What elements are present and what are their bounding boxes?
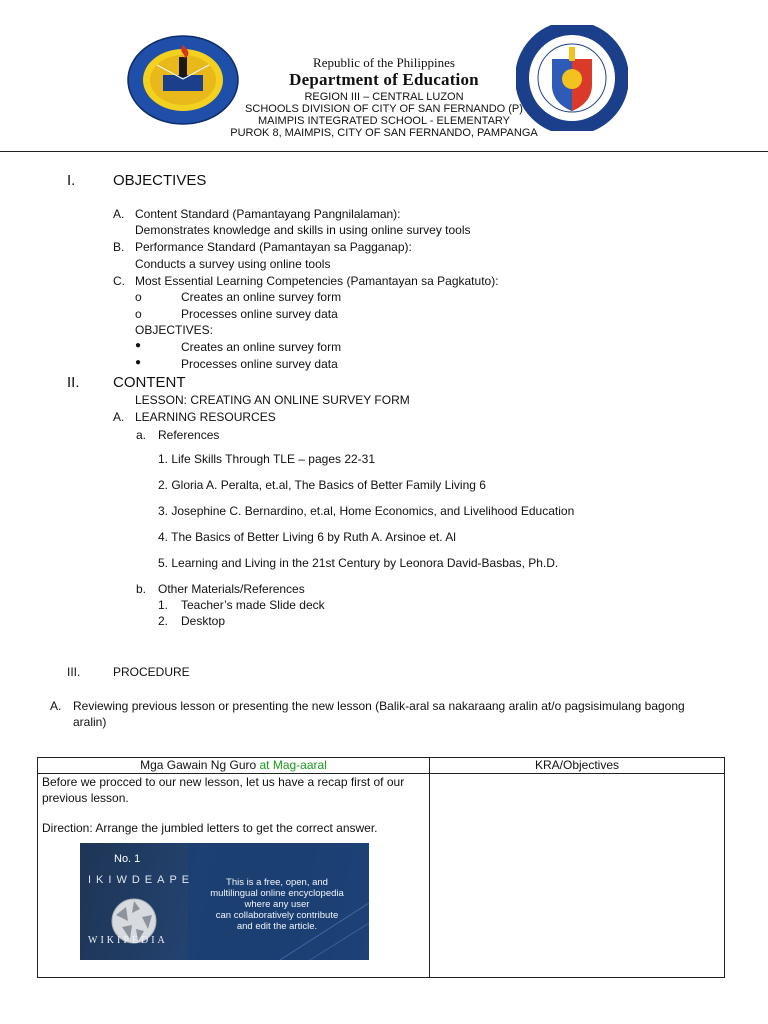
item-label-b: B. xyxy=(113,240,125,254)
school-line: MAIMPIS INTEGRATED SCHOOL - ELEMENTARY xyxy=(257,115,511,127)
wikipedia-wordmark: WIKIPEDIA xyxy=(88,935,168,946)
item-label-a: A. xyxy=(113,410,125,424)
wikipedia-slide-image xyxy=(80,843,369,960)
performance-standard-title: Performance Standard (Pamantayan sa Pagganap): xyxy=(135,240,412,254)
section-number-objectives: I. xyxy=(67,172,76,189)
list-marker: o xyxy=(135,307,142,321)
jumbled-letters: IKIWDEAPE xyxy=(88,874,195,886)
learning-resources-title: LEARNING RESOURCES xyxy=(135,410,276,424)
recap-intro-text: Before we procced to our new lesson, let us have a recap first of our previous lesson. xyxy=(42,775,405,805)
section-title-objectives: OBJECTIVES xyxy=(113,172,207,189)
division-line: SCHOOLS DIVISION OF CITY OF SAN FERNANDO (P) xyxy=(245,103,523,115)
reference-item: 2. Gloria A. Peralta, et.al, The Basics of Better Family Living 6 xyxy=(158,478,486,492)
description-line: multilingual online encyclopedia xyxy=(210,888,344,899)
section-number-procedure: III. xyxy=(67,665,81,679)
objective-item: Processes online survey data xyxy=(181,357,338,371)
procedure-a-title-line2: aralin) xyxy=(73,715,107,729)
procedure-a-title-line1: Reviewing previous lesson or presenting the new lesson (Balik-aral sa nakaraang aralin at/o pagsisimulang bagong xyxy=(73,699,685,713)
republic-line: Republic of the Philippines xyxy=(313,55,455,70)
competencies-title: Most Essential Learning Competencies (Pamantayan sa Pagkatuto): xyxy=(135,274,499,288)
list-number: 1. xyxy=(158,598,169,612)
bullet-icon: ● xyxy=(135,357,142,368)
reference-item: 1. Life Skills Through TLE – pages 22-31 xyxy=(158,452,376,466)
column-header-kra: KRA/Objectives xyxy=(430,758,725,774)
reference-item: 5. Learning and Living in the 21st Century by Leonora David-Basbas, Ph.D. xyxy=(158,556,559,570)
list-marker: o xyxy=(135,290,142,304)
lesson-title: LESSON: CREATING AN ONLINE SURVEY FORM xyxy=(135,393,410,407)
description-line: can collaboratively contribute xyxy=(215,910,339,921)
direction-text: Direction: Arrange the jumbled letters to get the correct answer. xyxy=(42,821,378,835)
material-item: Desktop xyxy=(181,614,226,628)
objective-item: Creates an online survey form xyxy=(181,340,342,354)
objectives-sublabel: OBJECTIVES: xyxy=(135,323,214,337)
references-title: References xyxy=(158,428,220,442)
item-label-b-small: b. xyxy=(136,582,147,596)
material-item: Teacher’s made Slide deck xyxy=(181,598,325,612)
item-label-a: A. xyxy=(113,207,125,221)
region-line: REGION III – CENTRAL LUZON xyxy=(304,91,464,103)
decorative-lines xyxy=(280,903,369,960)
header-divider xyxy=(0,151,768,152)
list-number: 2. xyxy=(158,614,169,628)
bullet-icon: ● xyxy=(135,340,142,351)
content-standard-text: Demonstrates knowledge and skills in using online survey tools xyxy=(135,223,471,237)
kra-cell xyxy=(430,774,725,978)
competency-item: Creates an online survey form xyxy=(181,290,342,304)
reference-item: 3. Josephine C. Bernardino, et.al, Home Economics, and Livelihood Education xyxy=(158,504,575,518)
description-line: where any user xyxy=(244,899,310,910)
performance-standard-text: Conducts a survey using online tools xyxy=(135,257,331,271)
description-line: This is a free, open, and xyxy=(226,877,328,888)
slide-number: No. 1 xyxy=(114,853,141,865)
other-materials-title: Other Materials/References xyxy=(158,582,305,596)
address-line: PUROK 8, MAIMPIS, CITY OF SAN FERNANDO, PAMPANGA xyxy=(230,127,538,139)
competency-item: Processes online survey data xyxy=(181,307,338,321)
item-label-c: C. xyxy=(113,274,125,288)
department-title: Department of Education xyxy=(289,70,479,89)
description-line: and edit the article. xyxy=(236,921,318,932)
section-title-procedure: PROCEDURE xyxy=(113,665,190,679)
section-title-content: CONTENT xyxy=(113,374,186,391)
reference-item: 4. The Basics of Better Living 6 by Ruth A. Arsinoe et. Al xyxy=(158,530,456,544)
item-label-a-small: a. xyxy=(136,428,147,442)
item-label-a: A. xyxy=(50,699,62,713)
column-header-activities: Mga Gawain Ng Guro at Mag-aaral xyxy=(38,758,430,774)
section-number-content: II. xyxy=(67,374,80,391)
content-standard-title: Content Standard (Pamantayang Pangnilalaman): xyxy=(135,207,401,221)
